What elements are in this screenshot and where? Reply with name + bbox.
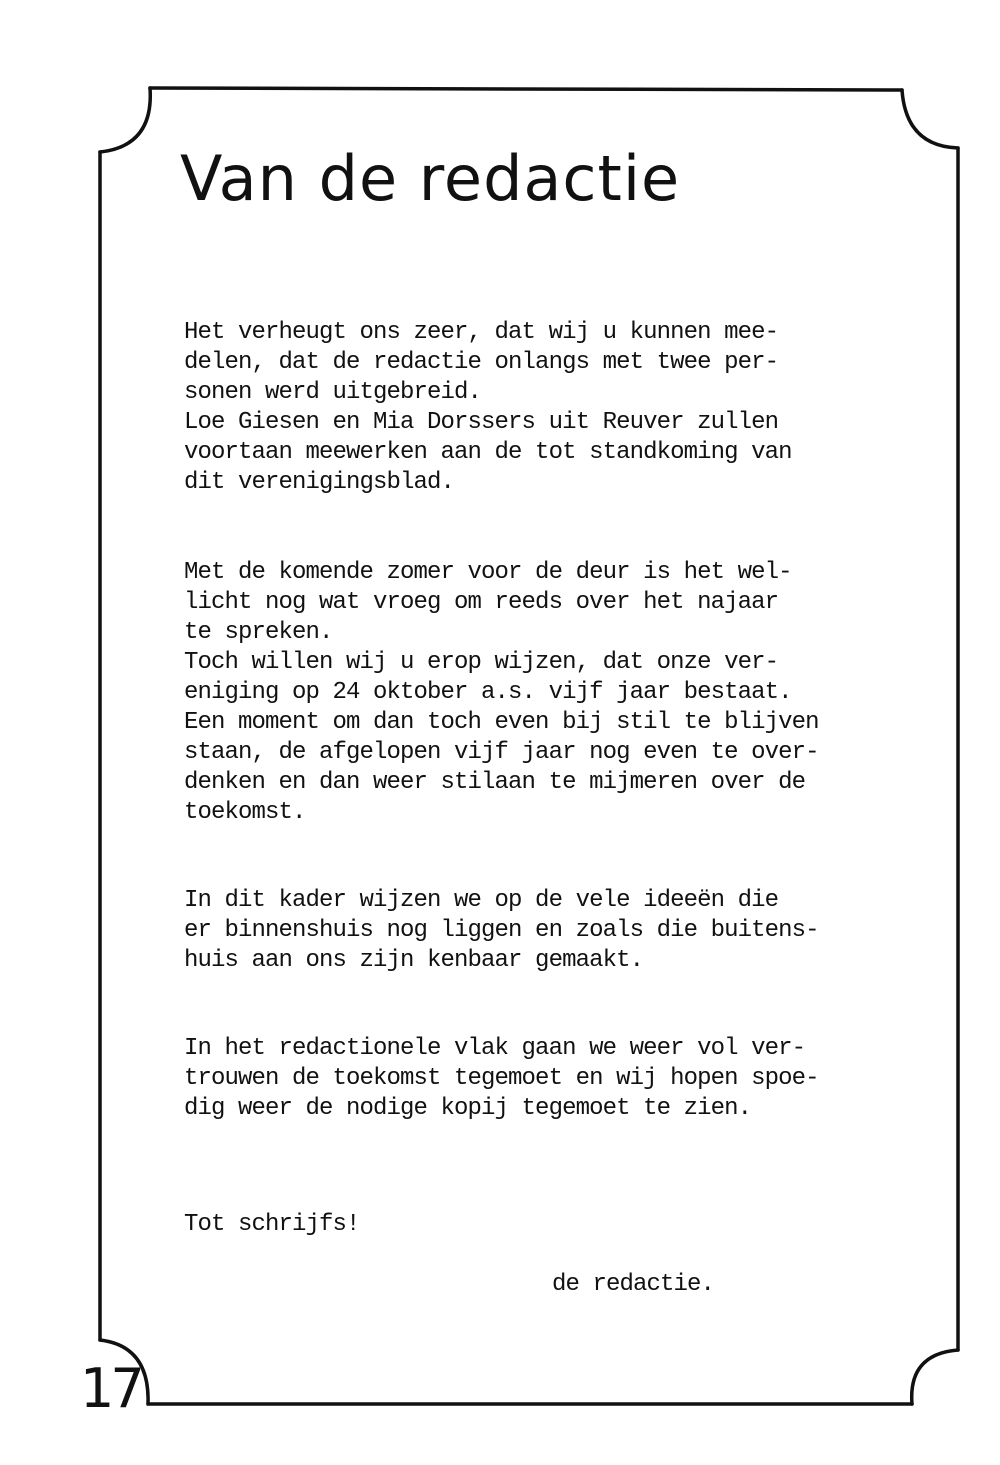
text-line: licht nog wat vroeg om reeds over het najaar [184, 589, 779, 616]
text-line: Een moment om dan toch even bij stil te blijven [184, 709, 819, 736]
paragraph-1 [184, 318, 792, 498]
paragraph-4 [184, 1034, 819, 1124]
text-line: Toch willen wij u erop wijzen, dat onze ver- [184, 649, 779, 676]
text-line: huis aan ons zijn kenbaar gemaakt. [184, 947, 644, 974]
text-line: denken en dan weer stilaan te mijmeren over de [184, 769, 806, 796]
page-number: 17 [80, 1357, 141, 1420]
text-line: er binnenshuis nog liggen en zoals die buitens- [184, 917, 819, 944]
paragraph-2 [184, 558, 819, 828]
text-line: voortaan meewerken aan de tot standkoming van [184, 439, 792, 466]
text-line: toekomst. [184, 799, 306, 826]
text-line: Met de komende zomer voor de deur is het wel- [184, 559, 792, 586]
page-title: Van de redactie [180, 142, 681, 215]
text-line: eniging op 24 oktober a.s. vijf jaar bestaat. [184, 679, 792, 706]
text-line: In dit kader wijzen we op de vele ideeën die [184, 887, 779, 914]
text-line: delen, dat de redactie onlangs met twee per- [184, 349, 779, 376]
closing-line: Tot schrijfs! [184, 1211, 360, 1238]
text-line: In het redactionele vlak gaan we weer vol ver- [184, 1035, 806, 1062]
text-line: Het verheugt ons zeer, dat wij u kunnen mee- [184, 319, 779, 346]
text-line: trouwen de toekomst tegemoet en wij hopen spoe- [184, 1065, 819, 1092]
text-line: dig weer de nodige kopij tegemoet te zien. [184, 1095, 752, 1122]
text-line: dit verenigingsblad. [184, 469, 455, 496]
paragraph-3 [184, 886, 819, 976]
signature: de redactie. [552, 1271, 715, 1298]
text-line: te spreken. [184, 619, 333, 646]
text-line: sonen werd uitgebreid. [184, 379, 482, 406]
text-line: staan, de afgelopen vijf jaar nog even te over- [184, 739, 819, 766]
text-line: Loe Giesen en Mia Dorssers uit Reuver zullen [184, 409, 779, 436]
